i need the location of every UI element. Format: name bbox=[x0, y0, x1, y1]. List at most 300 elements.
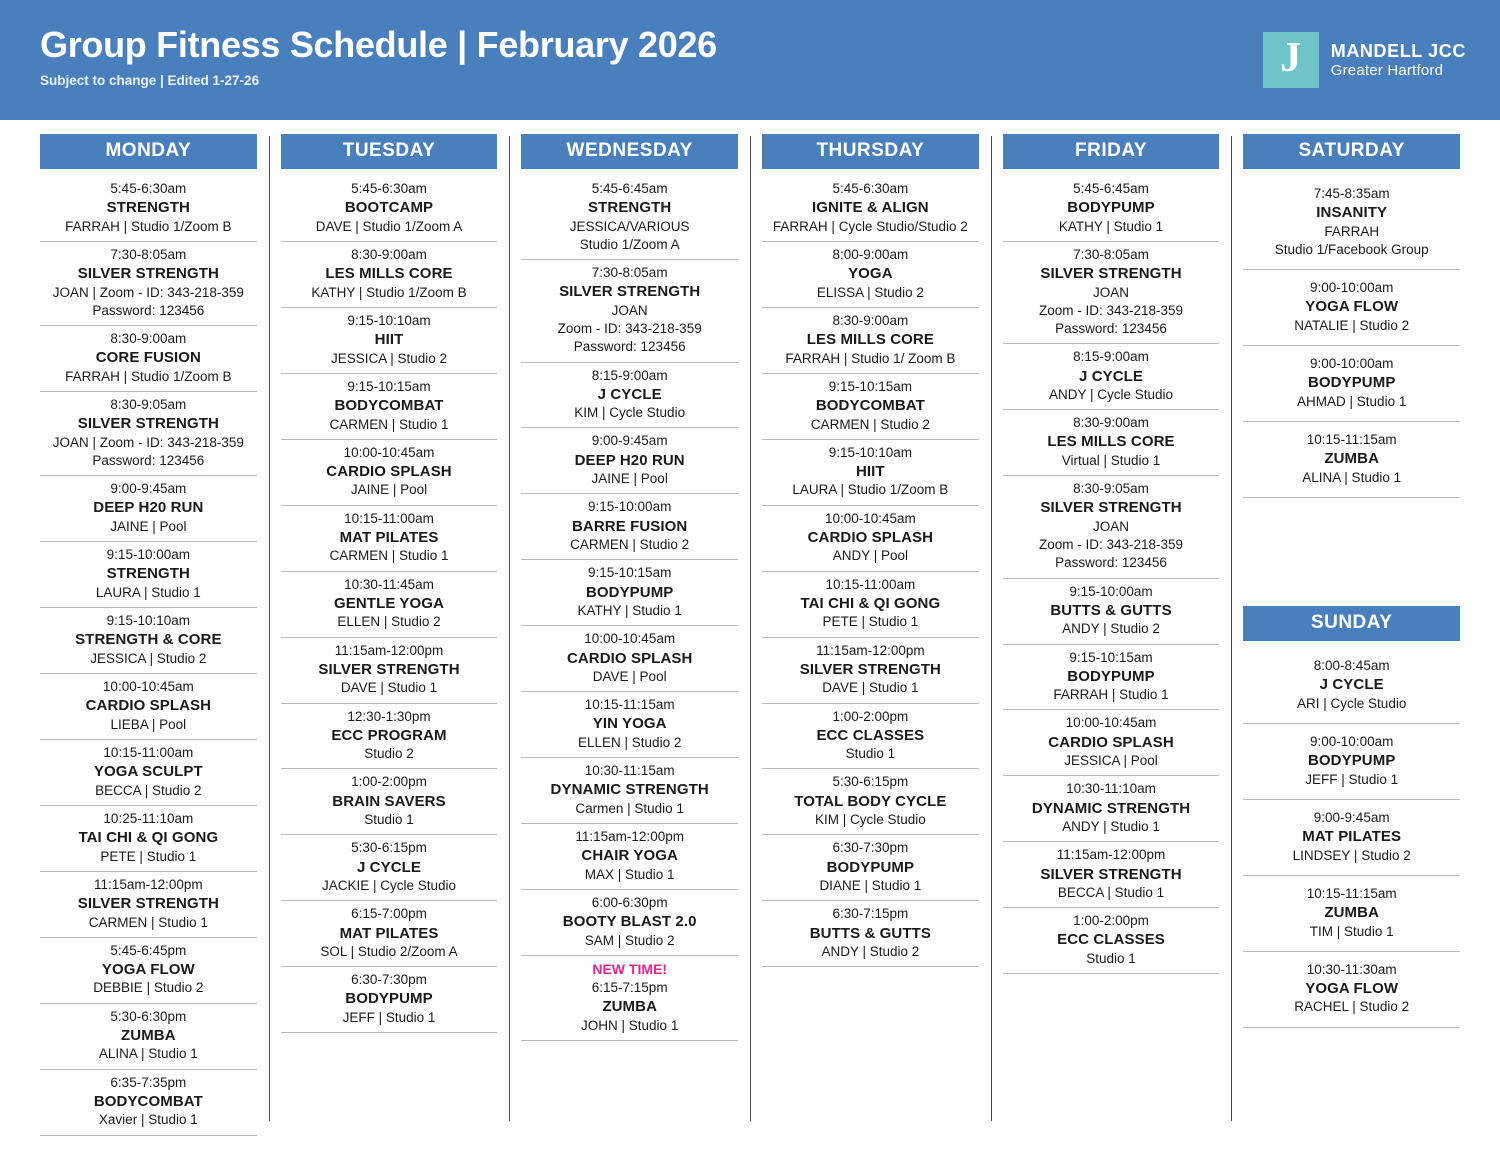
class-name: TAI CHI & QI GONG bbox=[800, 594, 941, 612]
class-time: 10:15-11:00am bbox=[344, 510, 434, 526]
class-list bbox=[40, 176, 257, 1136]
class-list bbox=[1243, 648, 1460, 1028]
class-details: CARMEN | Studio 2 bbox=[570, 537, 690, 553]
class-entry[interactable] bbox=[40, 1004, 257, 1070]
class-name: DYNAMIC STRENGTH bbox=[1031, 799, 1191, 817]
class-name: J CYCLE bbox=[597, 385, 662, 403]
class-details: DAVE | Studio 1 bbox=[340, 680, 438, 696]
class-entry[interactable] bbox=[1003, 908, 1220, 974]
class-entry[interactable] bbox=[1243, 270, 1460, 346]
class-details: JAINE | Pool bbox=[350, 482, 428, 498]
class-details: AHMAD | Studio 1 bbox=[1297, 393, 1407, 409]
class-name: BOOTY BLAST 2.0 bbox=[562, 913, 697, 931]
class-time: 11:15am-12:00pm bbox=[816, 642, 925, 658]
class-entry[interactable] bbox=[40, 542, 257, 608]
class-details: DAVE | Pool bbox=[592, 669, 667, 684]
class-entry[interactable] bbox=[40, 608, 257, 674]
day-header-saturday: SATURDAY bbox=[1243, 134, 1460, 169]
class-name: LES MILLS CORE bbox=[325, 265, 453, 283]
class-details: BECCA | Studio 2 bbox=[95, 782, 202, 798]
class-time: 6:15-7:15pm bbox=[591, 979, 668, 995]
class-time: 11:15am-12:00pm bbox=[575, 829, 684, 845]
class-entry[interactable] bbox=[1003, 242, 1220, 344]
class-entry[interactable] bbox=[762, 901, 979, 967]
class-list bbox=[1243, 176, 1460, 498]
class-name: YOGA FLOW bbox=[101, 960, 195, 978]
class-name: BODYPUMP bbox=[585, 583, 674, 601]
class-details: SAM | Studio 2 bbox=[584, 932, 675, 948]
class-entry[interactable] bbox=[1243, 346, 1460, 422]
class-name: BARRE FUSION bbox=[571, 517, 688, 535]
class-details: JEFF | Studio 1 bbox=[342, 1009, 436, 1025]
class-time: 8:30-9:00am bbox=[1073, 415, 1149, 431]
class-details: Password: 123456 bbox=[1055, 321, 1167, 337]
class-time: 5:45-6:45pm bbox=[110, 942, 187, 958]
class-entry[interactable] bbox=[281, 638, 498, 704]
class-entry[interactable] bbox=[521, 626, 738, 692]
class-details: Studio 1 bbox=[845, 746, 896, 762]
day-header-monday: MONDAY bbox=[40, 134, 257, 169]
class-name: MAT PILATES bbox=[1302, 828, 1402, 846]
class-time: 1:00-2:00pm bbox=[351, 774, 427, 790]
class-details: Password: 123456 bbox=[92, 302, 205, 318]
day-column bbox=[28, 134, 269, 1155]
class-details: Password: 123456 bbox=[92, 452, 205, 468]
class-time: 10:00-10:45am bbox=[824, 510, 916, 526]
class-details: Studio 1/Facebook Group bbox=[1274, 241, 1429, 257]
class-time: 8:30-9:05am bbox=[1073, 481, 1149, 497]
class-details: JOAN bbox=[1093, 284, 1130, 300]
class-details: KIM | Cycle Studio bbox=[814, 812, 926, 828]
class-time: 7:30-8:05am bbox=[110, 246, 187, 262]
class-details: LINDSEY | Studio 2 bbox=[1292, 847, 1411, 863]
class-time: 8:30-9:05am bbox=[110, 397, 187, 413]
class-name: BODYPUMP bbox=[345, 990, 433, 1008]
logo-letter: J bbox=[1280, 35, 1302, 81]
class-details: KATHY | Studio 1/Zoom B bbox=[311, 284, 467, 300]
class-name: J CYCLE bbox=[1319, 676, 1384, 694]
class-entry[interactable] bbox=[281, 440, 498, 506]
class-details: Zoom - ID: 343-218-359 bbox=[1038, 537, 1184, 553]
class-entry[interactable] bbox=[281, 704, 498, 770]
class-entry[interactable] bbox=[762, 374, 979, 440]
class-time: 11:15am-12:00pm bbox=[94, 876, 203, 892]
class-details: ANDY | Studio 1 bbox=[1062, 819, 1160, 835]
class-details: Zoom - ID: 343-218-359 bbox=[1038, 302, 1184, 318]
class-details: JOAN | Zoom - ID: 343-218-359 bbox=[52, 434, 244, 450]
class-name: J CYCLE bbox=[1078, 367, 1144, 385]
class-details: Studio 1 bbox=[1086, 950, 1136, 966]
class-name: STRENGTH & CORE bbox=[75, 631, 222, 649]
class-time: 6:00-6:30pm bbox=[591, 895, 668, 911]
class-time: 10:00-10:45am bbox=[343, 444, 435, 460]
class-time: 5:45-6:45am bbox=[591, 181, 668, 196]
class-details: KIM | Cycle Studio bbox=[574, 405, 686, 421]
class-entry[interactable] bbox=[40, 740, 257, 806]
class-time: 11:15am-12:00pm bbox=[1056, 847, 1166, 863]
class-details: RACHEL | Studio 2 bbox=[1294, 999, 1410, 1015]
class-name: BODYCOMBAT bbox=[93, 1092, 203, 1110]
class-entry[interactable] bbox=[521, 560, 738, 626]
class-time: 9:15-10:00am bbox=[106, 547, 190, 563]
class-entry[interactable] bbox=[281, 506, 498, 572]
class-entry[interactable] bbox=[40, 176, 257, 242]
day-column bbox=[991, 134, 1232, 1155]
class-details: DAVE | Studio 1 bbox=[822, 680, 919, 696]
class-name: SILVER STRENGTH bbox=[1040, 865, 1182, 883]
class-details: FARRAH | Cycle Studio/Studio 2 bbox=[772, 218, 968, 234]
class-details: DIANE | Studio 1 bbox=[819, 878, 922, 894]
class-entry[interactable] bbox=[1003, 410, 1220, 476]
class-entry[interactable] bbox=[281, 835, 498, 901]
class-name: BODYCOMBAT bbox=[815, 397, 925, 415]
class-entry[interactable] bbox=[762, 308, 979, 374]
class-name: HIIT bbox=[855, 462, 885, 480]
class-details: KATHY | Studio 1 bbox=[1058, 218, 1164, 234]
class-time: 1:00-2:00pm bbox=[832, 708, 909, 724]
day-column bbox=[269, 134, 510, 1155]
class-time: 9:00-10:00am bbox=[1310, 733, 1394, 749]
class-time: 8:00-8:45am bbox=[1313, 657, 1390, 673]
class-name: CARDIO SPLASH bbox=[566, 649, 693, 667]
class-time: 10:00-10:45am bbox=[102, 679, 194, 694]
class-entry[interactable] bbox=[1243, 800, 1460, 876]
class-list bbox=[281, 176, 498, 1033]
class-time: 11:15am-12:00pm bbox=[334, 642, 444, 658]
class-entry[interactable] bbox=[40, 872, 257, 938]
class-details: Password: 123456 bbox=[1055, 555, 1167, 571]
class-name: DEEP H20 RUN bbox=[93, 499, 204, 517]
class-time: 9:15-10:15am bbox=[347, 378, 431, 394]
class-name: CARDIO SPLASH bbox=[85, 697, 212, 715]
class-entry[interactable] bbox=[521, 363, 738, 429]
class-details: Studio 1/Zoom A bbox=[579, 236, 680, 252]
class-entry[interactable] bbox=[521, 428, 738, 494]
page-subtitle: Subject to change | Edited 1-27-26 bbox=[40, 72, 260, 88]
class-name: BRAIN SAVERS bbox=[332, 792, 446, 810]
class-time: 9:15-10:10am bbox=[106, 613, 190, 629]
class-time: 9:15-10:00am bbox=[1069, 583, 1153, 599]
class-name: YOGA FLOW bbox=[1305, 979, 1399, 997]
class-entry[interactable] bbox=[1003, 776, 1220, 842]
class-time: 8:30-9:00am bbox=[832, 312, 909, 328]
class-details: LIEBA | Pool bbox=[110, 716, 187, 732]
day-header-tuesday: TUESDAY bbox=[281, 134, 498, 169]
class-time: 6:30-7:15pm bbox=[832, 906, 909, 922]
class-details: Carmen | Studio 1 bbox=[575, 800, 684, 816]
class-entry[interactable] bbox=[281, 572, 498, 638]
class-name: YOGA SCULPT bbox=[93, 763, 203, 781]
class-details: PETE | Studio 1 bbox=[100, 848, 197, 864]
class-entry[interactable] bbox=[1003, 710, 1220, 776]
class-list bbox=[1003, 176, 1220, 974]
class-entry[interactable] bbox=[40, 392, 257, 476]
class-time: 12:30-1:30pm bbox=[347, 708, 431, 724]
class-time: 10:30-11:10am bbox=[1066, 781, 1156, 797]
logo-org-name: MANDELL JCC bbox=[1330, 41, 1466, 62]
class-name: BUTTS & GUTTS bbox=[809, 924, 931, 942]
class-time: 8:15-9:00am bbox=[1073, 349, 1149, 365]
class-time: 10:15-11:15am bbox=[1306, 885, 1397, 901]
class-entry[interactable] bbox=[521, 758, 738, 824]
class-name: CARDIO SPLASH bbox=[807, 528, 934, 546]
class-entry[interactable] bbox=[762, 638, 979, 704]
class-entry[interactable] bbox=[1003, 579, 1220, 645]
class-time: 9:15-10:00am bbox=[588, 499, 672, 515]
class-details: TIM | Studio 1 bbox=[1309, 923, 1394, 939]
class-details: ALINA | Studio 1 bbox=[1302, 469, 1402, 485]
class-details: LAURA | Studio 1/Zoom B bbox=[792, 482, 949, 498]
class-name: SILVER STRENGTH bbox=[318, 660, 460, 678]
class-name: DYNAMIC STRENGTH bbox=[550, 781, 709, 799]
day-column bbox=[509, 134, 750, 1155]
class-details: DAVE | Studio 1/Zoom A bbox=[315, 218, 463, 234]
class-time: 9:15-10:15am bbox=[588, 565, 672, 581]
class-details: FARRAH | Studio 1 bbox=[1053, 687, 1169, 703]
class-details: FARRAH bbox=[1324, 223, 1380, 239]
class-details: JESSICA/VARIOUS bbox=[569, 218, 690, 234]
class-entry[interactable] bbox=[1243, 952, 1460, 1028]
class-entry[interactable] bbox=[521, 176, 738, 260]
class-details: Password: 123456 bbox=[573, 339, 686, 355]
class-name: ECC PROGRAM bbox=[331, 726, 447, 744]
class-note: NEW TIME! bbox=[592, 960, 667, 977]
class-name: SILVER STRENGTH bbox=[77, 415, 219, 433]
class-details: ELISSA | Studio 2 bbox=[816, 284, 924, 300]
class-time: 7:45-8:35am bbox=[1313, 186, 1390, 201]
class-name: YIN YOGA bbox=[592, 715, 667, 733]
day-header-wednesday: WEDNESDAY bbox=[521, 134, 738, 169]
class-entry[interactable] bbox=[762, 242, 979, 308]
class-name: MAT PILATES bbox=[339, 528, 439, 546]
class-details: JESSICA | Pool bbox=[1064, 753, 1158, 769]
class-time: 5:30-6:15pm bbox=[351, 840, 427, 856]
class-name: BOOTCAMP bbox=[344, 199, 434, 217]
class-name: STRENGTH bbox=[588, 199, 672, 217]
class-time: 8:00-9:00am bbox=[832, 246, 909, 262]
class-details: JOAN bbox=[611, 302, 648, 318]
class-details: ANDY | Studio 2 bbox=[1062, 621, 1160, 637]
class-entry[interactable] bbox=[40, 326, 257, 392]
class-name: ZUMBA bbox=[1324, 450, 1380, 468]
class-entry[interactable] bbox=[762, 704, 979, 770]
class-details: CARMEN | Studio 1 bbox=[329, 416, 449, 432]
class-name: TAI CHI & QI GONG bbox=[78, 829, 219, 847]
class-name: SILVER STRENGTH bbox=[1040, 265, 1182, 283]
class-entry[interactable] bbox=[1243, 648, 1460, 724]
class-entry[interactable] bbox=[1243, 876, 1460, 952]
class-entry[interactable] bbox=[281, 967, 498, 1033]
class-name: CHAIR YOGA bbox=[581, 847, 678, 865]
class-details: Xavier | Studio 1 bbox=[98, 1112, 198, 1128]
class-details: ELLEN | Studio 2 bbox=[578, 734, 682, 750]
day-header-thursday: THURSDAY bbox=[762, 134, 979, 169]
class-entry[interactable] bbox=[762, 176, 979, 242]
class-entry[interactable] bbox=[521, 890, 738, 956]
class-time: 10:00-10:45am bbox=[584, 631, 676, 647]
class-details: JAINE | Pool bbox=[591, 471, 668, 487]
class-time: 6:15-7:00pm bbox=[351, 906, 427, 922]
class-name: ECC CLASSES bbox=[816, 726, 925, 744]
class-time: 1:00-2:00pm bbox=[1073, 913, 1149, 929]
class-time: 5:30-6:30pm bbox=[110, 1008, 187, 1024]
class-name: HIIT bbox=[374, 331, 404, 349]
class-entry[interactable] bbox=[281, 901, 498, 967]
day-header-sunday: SUNDAY bbox=[1243, 606, 1460, 641]
class-name: MAT PILATES bbox=[339, 924, 439, 942]
class-details: LAURA | Studio 1 bbox=[95, 584, 201, 600]
class-time: 5:30-6:15pm bbox=[832, 774, 909, 790]
class-name: TOTAL BODY CYCLE bbox=[794, 792, 947, 810]
class-entry[interactable] bbox=[1003, 476, 1220, 578]
class-entry[interactable] bbox=[281, 242, 498, 308]
class-details: Studio 1 bbox=[364, 812, 414, 828]
class-name: SILVER STRENGTH bbox=[559, 283, 701, 301]
class-name: BODYPUMP bbox=[826, 858, 915, 876]
class-time: 5:45-6:45am bbox=[1073, 181, 1149, 196]
class-time: 9:00-9:45am bbox=[591, 433, 668, 449]
class-entry[interactable] bbox=[762, 572, 979, 638]
class-details: MAX | Studio 1 bbox=[584, 866, 675, 882]
class-entry[interactable] bbox=[281, 374, 498, 440]
class-name: CARDIO SPLASH bbox=[1048, 733, 1174, 751]
class-entry[interactable] bbox=[521, 692, 738, 758]
page-title: Group Fitness Schedule | February 2026 bbox=[40, 24, 717, 65]
class-time: 9:00-10:00am bbox=[1310, 280, 1394, 296]
class-details: CARMEN | Studio 2 bbox=[810, 416, 930, 432]
class-name: IGNITE & ALIGN bbox=[812, 199, 929, 217]
class-details: FARRAH | Studio 1/Zoom B bbox=[65, 368, 232, 384]
class-time: 7:30-8:05am bbox=[591, 265, 668, 281]
class-time: 9:15-10:10am bbox=[828, 444, 912, 460]
class-time: 8:30-9:00am bbox=[110, 331, 187, 347]
day-column bbox=[1231, 134, 1472, 1155]
class-time: 9:00-10:00am bbox=[1310, 356, 1394, 372]
class-details: CARMEN | Studio 1 bbox=[88, 914, 208, 930]
class-details: BECCA | Studio 1 bbox=[1057, 885, 1165, 901]
class-entry[interactable] bbox=[40, 938, 257, 1004]
class-time: 9:15-10:10am bbox=[347, 312, 431, 328]
schedule-grid bbox=[0, 120, 1500, 1155]
class-name: INSANITY bbox=[1316, 204, 1388, 222]
class-details: FARRAH | Studio 1/ Zoom B bbox=[785, 350, 956, 366]
class-details: ANDY | Studio 2 bbox=[821, 944, 920, 960]
class-details: ARI | Cycle Studio bbox=[1297, 695, 1407, 711]
class-time: 9:00-9:45am bbox=[110, 481, 187, 497]
class-name: DEEP H20 RUN bbox=[574, 451, 685, 469]
class-time: 10:25-11:10am bbox=[103, 810, 194, 826]
class-time: 10:00-10:45am bbox=[1065, 715, 1157, 731]
class-time: 10:30-11:15am bbox=[584, 763, 675, 779]
class-entry[interactable] bbox=[1243, 422, 1460, 498]
class-time: 10:30-11:30am bbox=[1306, 961, 1397, 977]
class-name: STRENGTH bbox=[106, 565, 190, 583]
class-details: JEFF | Studio 1 bbox=[1305, 771, 1399, 787]
class-name: BODYPUMP bbox=[1067, 667, 1155, 685]
class-time: 9:15-10:15am bbox=[1069, 649, 1153, 665]
class-name: BUTTS & GUTTS bbox=[1050, 601, 1172, 619]
class-time: 8:15-9:00am bbox=[591, 367, 668, 383]
class-entry[interactable] bbox=[521, 824, 738, 890]
class-name: J CYCLE bbox=[356, 858, 422, 876]
class-details: ANDY | Pool bbox=[832, 548, 908, 564]
class-name: BODYPUMP bbox=[1307, 374, 1396, 392]
class-entry[interactable] bbox=[281, 176, 498, 242]
class-details: CARMEN | Studio 1 bbox=[329, 548, 449, 564]
class-name: YOGA FLOW bbox=[1305, 298, 1399, 316]
page-header bbox=[0, 0, 1500, 120]
class-entry[interactable] bbox=[40, 1070, 257, 1136]
class-entry[interactable] bbox=[281, 769, 498, 835]
class-details: ELLEN | Studio 2 bbox=[337, 614, 441, 630]
class-entry[interactable] bbox=[281, 308, 498, 374]
class-entry[interactable] bbox=[762, 769, 979, 835]
class-details: JOAN bbox=[1093, 518, 1130, 534]
class-name: STRENGTH bbox=[106, 199, 190, 217]
class-time: 6:35-7:35pm bbox=[110, 1074, 187, 1090]
class-name: YOGA bbox=[848, 265, 893, 283]
class-details: Studio 2 bbox=[364, 746, 414, 762]
class-time: 10:15-11:15am bbox=[584, 697, 675, 713]
class-entry[interactable] bbox=[762, 506, 979, 572]
class-entry[interactable] bbox=[40, 242, 257, 326]
class-name: LES MILLS CORE bbox=[1047, 433, 1175, 451]
class-details: JESSICA | Studio 2 bbox=[90, 650, 207, 666]
class-name: LES MILLS CORE bbox=[806, 331, 934, 349]
class-name: ZUMBA bbox=[121, 1026, 176, 1044]
class-details: ANDY | Cycle Studio bbox=[1048, 387, 1174, 403]
class-entry[interactable] bbox=[762, 440, 979, 506]
class-name: BODYPUMP bbox=[1067, 199, 1155, 217]
class-entry[interactable] bbox=[762, 835, 979, 901]
class-details: SOL | Studio 2/Zoom A bbox=[320, 944, 458, 960]
class-entry[interactable] bbox=[1243, 724, 1460, 800]
class-name: CORE FUSION bbox=[95, 349, 201, 367]
day-column bbox=[750, 134, 991, 1155]
class-entry[interactable] bbox=[1243, 176, 1460, 270]
class-details: NATALIE | Studio 2 bbox=[1294, 317, 1410, 333]
class-entry[interactable] bbox=[1003, 842, 1220, 908]
class-time: 10:15-11:00am bbox=[103, 744, 194, 760]
class-entry[interactable] bbox=[1003, 344, 1220, 410]
jcc-logo-icon bbox=[1263, 32, 1319, 88]
class-entry[interactable] bbox=[521, 260, 738, 362]
class-name: ZUMBA bbox=[602, 998, 657, 1016]
class-entry[interactable] bbox=[1003, 176, 1220, 242]
class-name: ZUMBA bbox=[1324, 904, 1380, 921]
class-entry[interactable] bbox=[40, 806, 257, 872]
class-details: JACKIE | Cycle Studio bbox=[321, 878, 457, 894]
class-time: 5:45-6:30am bbox=[832, 181, 909, 196]
class-details: JOAN | Zoom - ID: 343-218-359 bbox=[52, 284, 244, 300]
class-entry[interactable] bbox=[521, 494, 738, 560]
class-name: SILVER STRENGTH bbox=[1040, 499, 1182, 517]
class-details: KATHY | Studio 1 bbox=[577, 603, 682, 619]
day-header-friday: FRIDAY bbox=[1003, 134, 1220, 169]
class-name: SILVER STRENGTH bbox=[799, 660, 941, 678]
class-details: JAINE | Pool bbox=[110, 518, 187, 534]
class-entry[interactable] bbox=[521, 956, 738, 1041]
class-time: 5:45-6:30am bbox=[351, 181, 427, 196]
logo-org-region: Greater Hartford bbox=[1330, 61, 1444, 79]
class-time: 7:30-8:05am bbox=[1073, 246, 1149, 262]
class-time: 10:15-11:15am bbox=[1306, 432, 1397, 448]
logo bbox=[1263, 32, 1466, 88]
class-entry[interactable] bbox=[1003, 645, 1220, 711]
class-entry[interactable] bbox=[40, 674, 257, 740]
class-details: Zoom - ID: 343-218-359 bbox=[557, 321, 702, 337]
class-entry[interactable] bbox=[40, 476, 257, 542]
